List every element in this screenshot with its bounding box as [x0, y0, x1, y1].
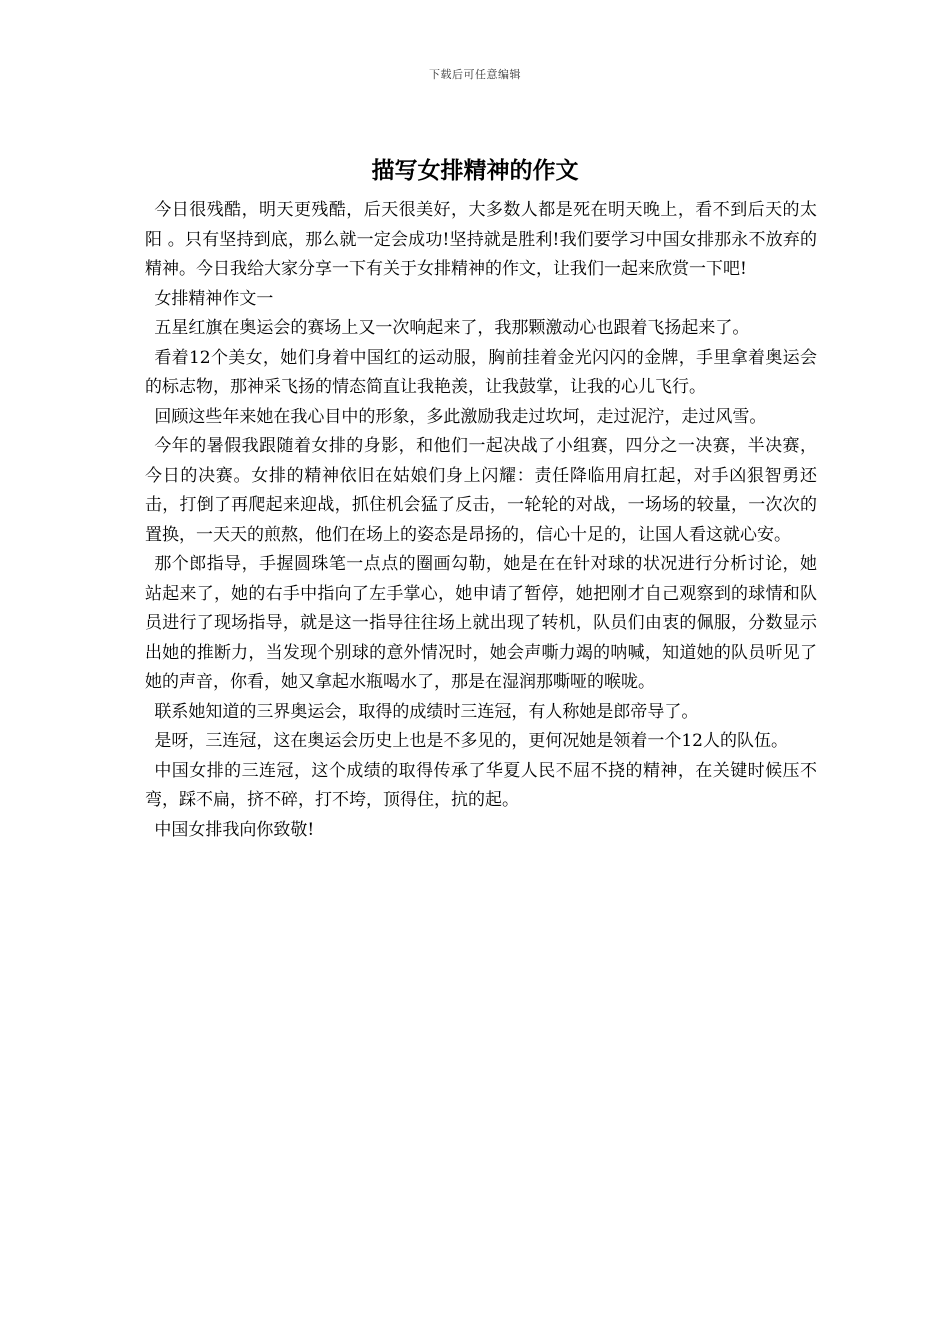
intro-paragraph: 今日很残酷，明天更残酷，后天很美好，大多数人都是死在明天晚上，看不到后天的太阳 。只有坚持到底，那么就一定会成功!坚持就是胜利!我们要学习中国女排那永不放弃的精神。今日我给大家分享一下有关于女排精神的作文，让我们一起来欣赏一下吧!: [145, 200, 817, 279]
document-body: [145, 196, 817, 845]
body-paragraph: 回顾这些年来她在我心目中的形象，多此激励我走过坎坷，走过泥泞，走过风雪。: [154, 406, 767, 427]
body-paragraph: 是呀，三连冠，这在奥运会历史上也是不多见的，更何况她是领着一个12人的队伍。: [154, 731, 788, 751]
body-paragraph: 五星红旗在奥运会的赛场上又一次响起来了，我那颗激动心也跟着飞扬起来了。: [154, 318, 750, 338]
header-note: 下载后可任意编辑: [429, 68, 521, 81]
closing-paragraph: 中国女排我向你致敬!: [154, 819, 315, 840]
body-paragraph: 联系她知道的三界奥运会，取得的成绩时三连冠，有人称她是郎帝导了。: [154, 701, 699, 722]
document-title: 描写女排精神的作文: [371, 157, 579, 184]
section-heading: 女排精神作文一: [154, 288, 274, 309]
body-paragraph: 那个郎指导，手握圆珠笔一点点的圈画勾勒，她是在在针对球的状况进行分析讨论，她站起来了，她的右手中指向了左手掌心，她申请了暂停，她把刚才自己观察到的球情和队员进行了现场指导，就是这一指导往往场上就出现了转机，队员们由衷的佩服，分数显示出她的推断力，当发现个别球的意外情况时，她会声嘶力竭的呐喊，知道她的队员听见了她的声音，你看，她又拿起水瓶喝水了，那是在湿润那嘶哑的喉咙。: [145, 554, 817, 692]
body-paragraph: 看着12个美女，她们身着中国红的运动服，胸前挂着金光闪闪的金牌，手里拿着奥运会的标志物，那神采飞扬的情态简直让我艳羡，让我鼓掌，让我的心儿飞行。: [145, 347, 817, 397]
body-paragraph: 中国女排的三连冠，这个成绩的取得传承了华夏人民不屈不挠的精神，在关键时候压不弯，踩不扁，挤不碎，打不垮，顶得住，抗的起。: [145, 760, 817, 810]
body-paragraph: 今年的暑假我跟随着女排的身影，和他们一起决战了小组赛，四分之一决赛，半决赛，今日的决赛。女排的精神依旧在姑娘们身上闪耀：责任降临用肩扛起，对手凶狠智勇还击，打倒了再爬起来迎战，抓住机会猛了反击，一轮轮的对战，一场场的较量，一次次的置换，一天天的煎熬，他们在场上的姿态是昂扬的，信心十足的，让国人看这就心安。: [145, 436, 817, 545]
